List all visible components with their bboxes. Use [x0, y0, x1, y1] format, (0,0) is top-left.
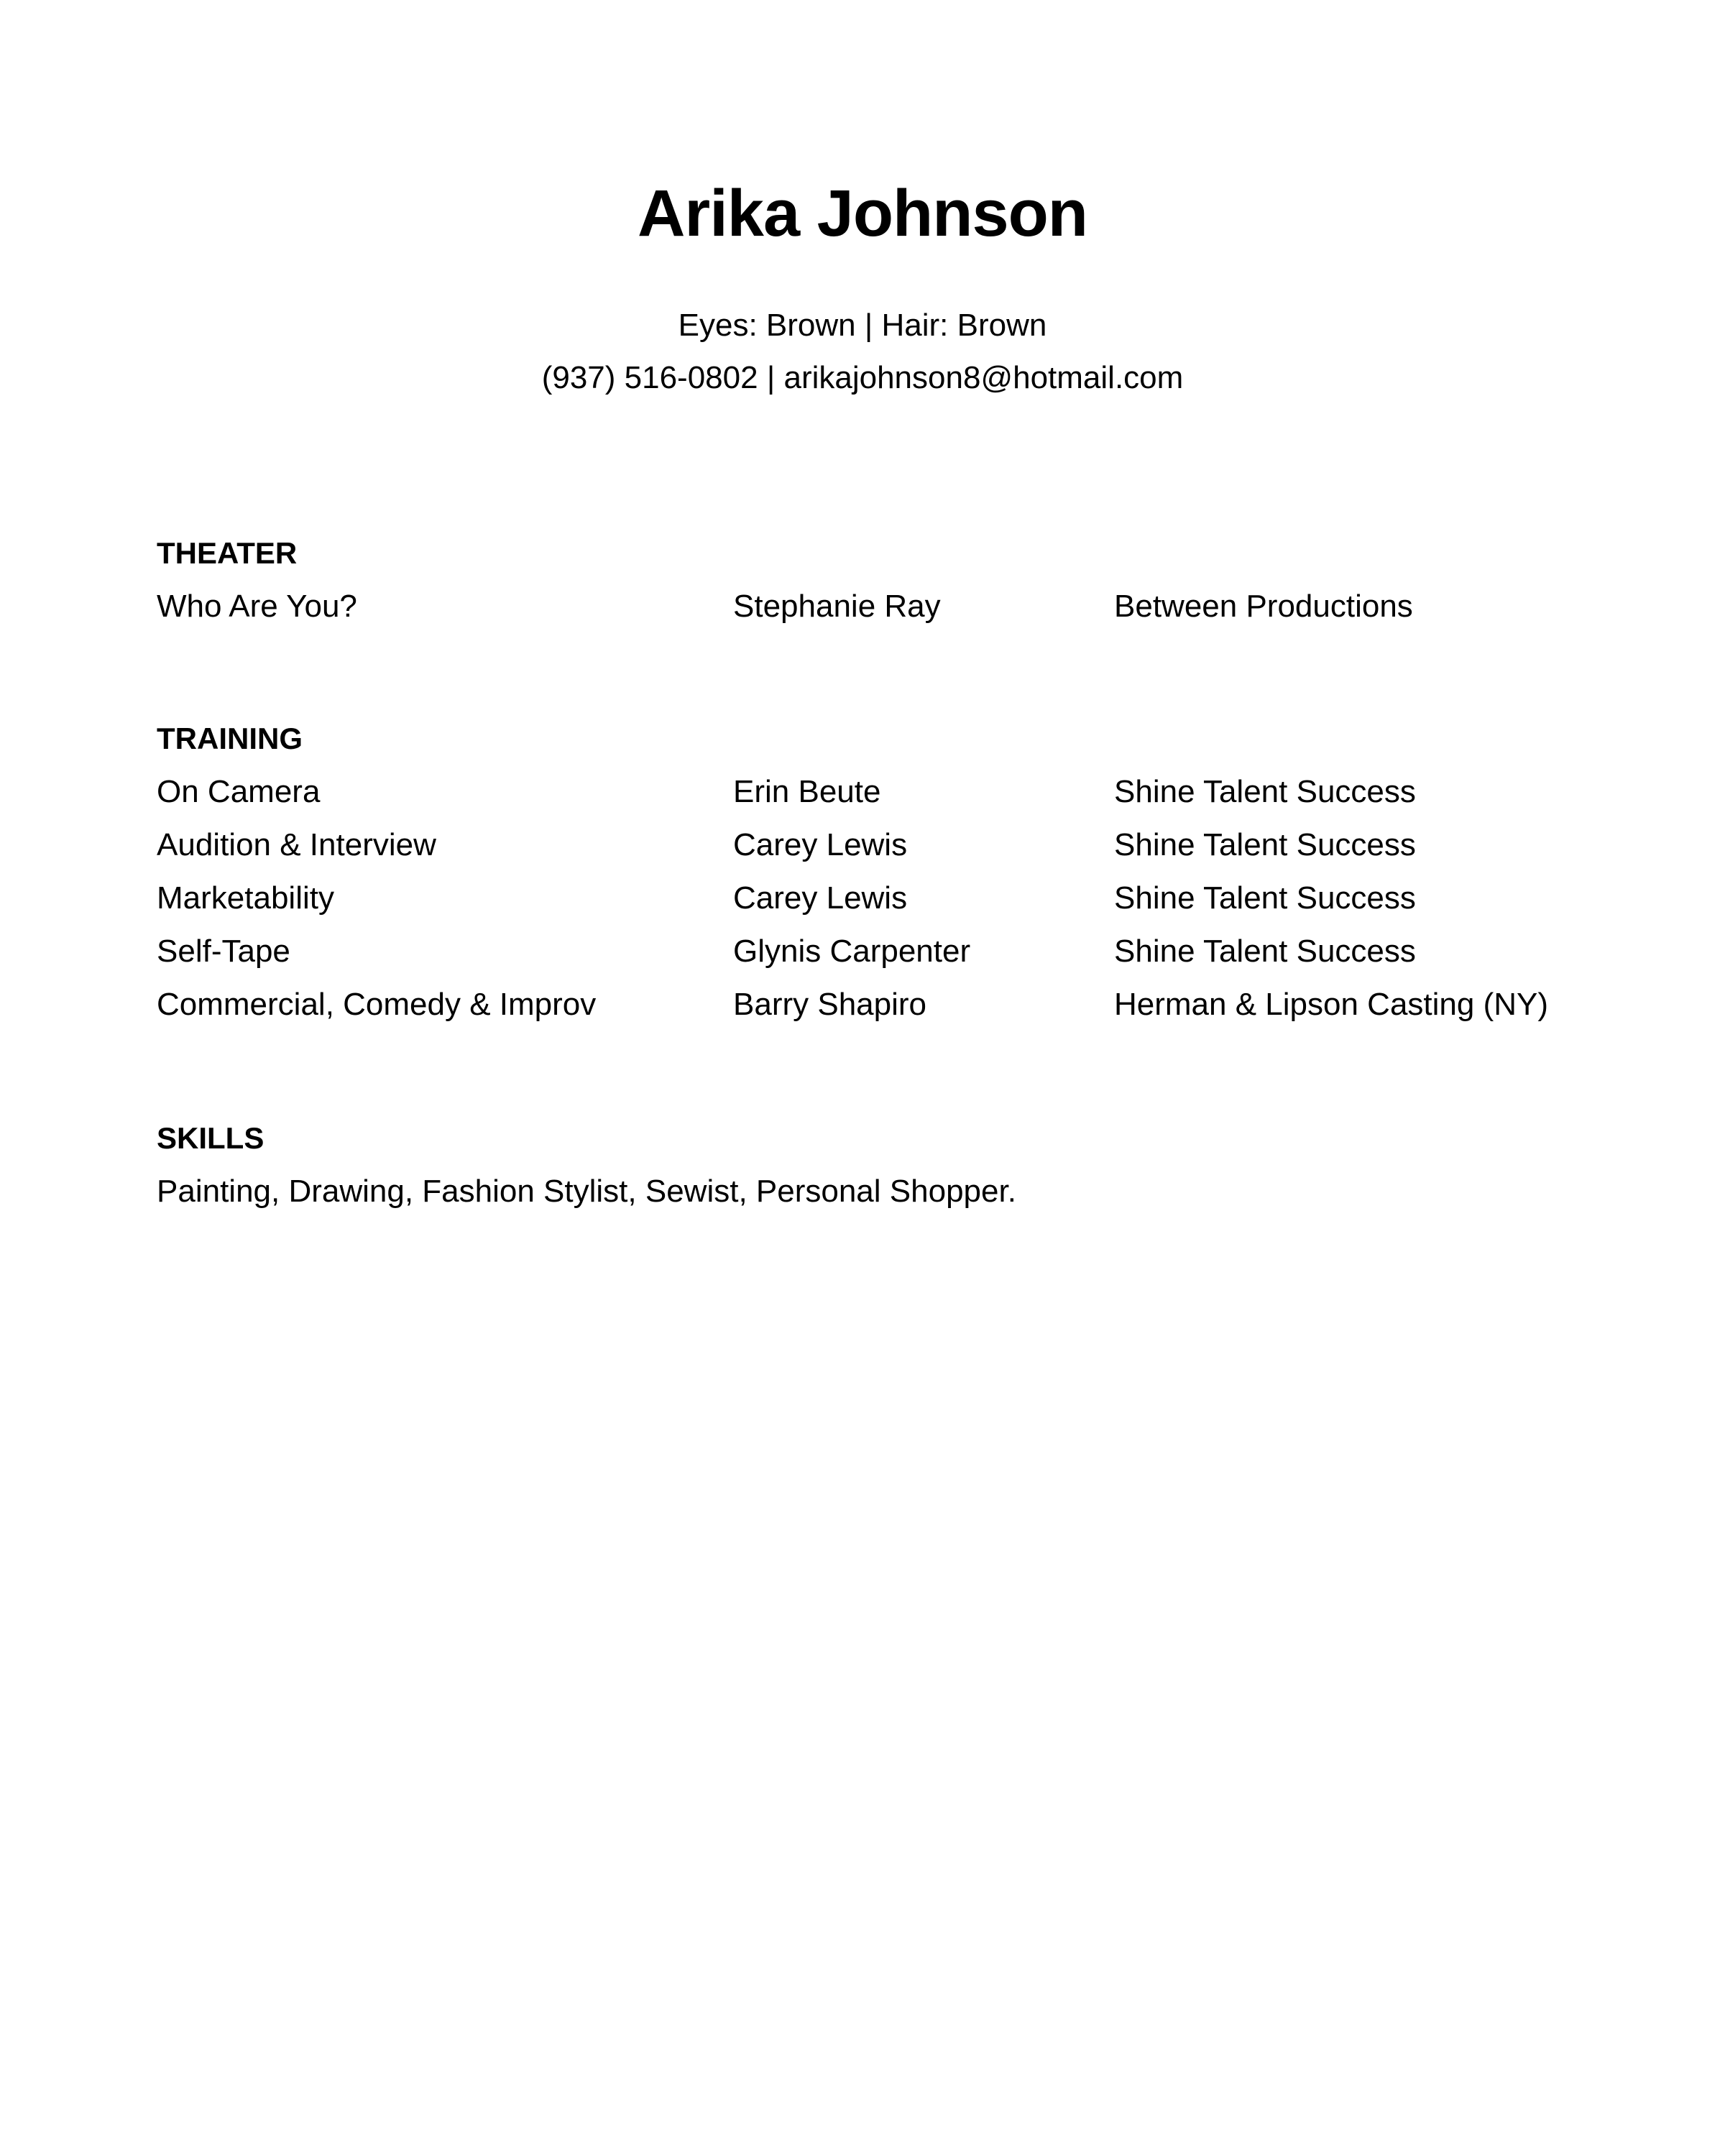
training-instructor: Carey Lewis	[733, 827, 908, 862]
training-row	[0, 825, 1725, 865]
theater-heading: THEATER	[157, 536, 298, 570]
training-row	[0, 985, 1725, 1025]
training-organization: Herman & Lipson Casting (NY)	[1114, 987, 1549, 1022]
training-organization: Shine Talent Success	[1114, 934, 1416, 969]
training-instructor: Carey Lewis	[733, 880, 908, 916]
production-title: Who Are You?	[157, 589, 357, 624]
training-instructor: Glynis Carpenter	[733, 934, 971, 969]
training-organization: Shine Talent Success	[1114, 774, 1416, 809]
role-name: Stephanie Ray	[733, 589, 941, 624]
training-class: Self-Tape	[157, 934, 290, 969]
training-class: Marketability	[157, 880, 334, 916]
theater-row	[0, 586, 1725, 627]
training-instructor: Erin Beute	[733, 774, 881, 809]
training-organization: Shine Talent Success	[1114, 880, 1416, 916]
resume-name: Arika Johnson	[637, 177, 1087, 250]
training-class: Commercial, Comedy & Improv	[157, 987, 597, 1022]
skills-list: Painting, Drawing, Fashion Stylist, Sewist, Personal Shopper.	[157, 1174, 1016, 1209]
training-heading: TRAINING	[157, 722, 303, 755]
contact-info: (937) 516-0802 | arikajohnson8@hotmail.com	[541, 360, 1184, 395]
training-organization: Shine Talent Success	[1114, 827, 1416, 862]
skills-heading: SKILLS	[157, 1121, 264, 1155]
company-name: Between Productions	[1114, 589, 1413, 624]
training-instructor: Barry Shapiro	[733, 987, 927, 1022]
physical-attributes: Eyes: Brown | Hair: Brown	[678, 308, 1047, 343]
training-row	[0, 878, 1725, 918]
training-class: Audition & Interview	[157, 827, 436, 862]
training-row	[0, 931, 1725, 972]
training-row	[0, 772, 1725, 812]
training-class: On Camera	[157, 774, 321, 809]
